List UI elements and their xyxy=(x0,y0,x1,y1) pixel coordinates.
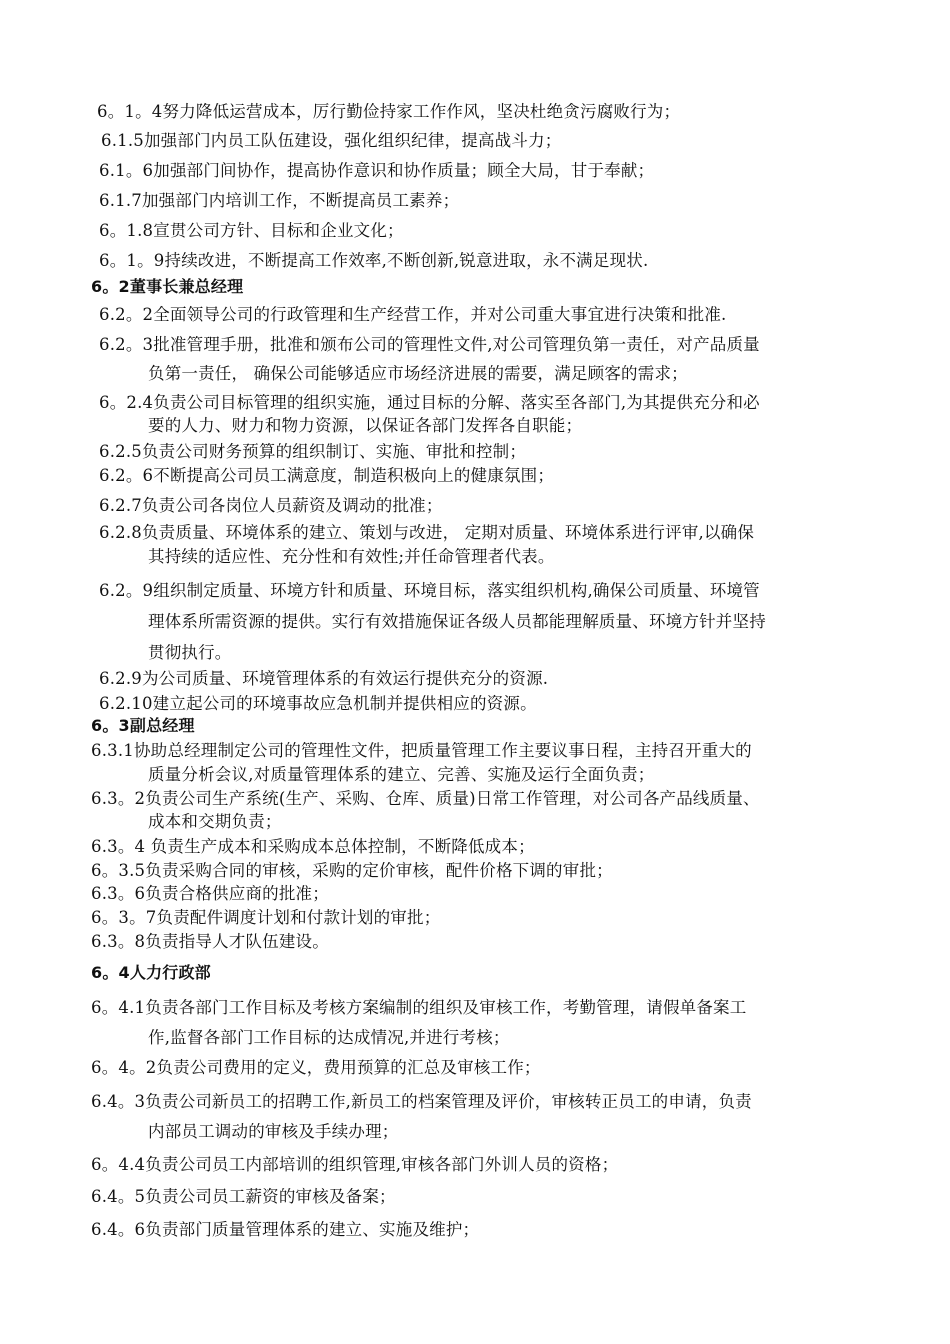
item-6-2-9-cont-1: 理体系所需资源的提供。实行有效措施保证各级人员都能理解质量、环境方针并坚持 xyxy=(148,612,766,631)
item-6-2-7: 6.2.7负责公司各岗位人员薪资及调动的批准； xyxy=(99,496,443,515)
item-6-2-4: 6。2.4负责公司目标管理的组织实施，通过目标的分解、落实至各部门,为其提供充分和必 xyxy=(99,393,760,412)
item-6-2-9b: 6.2.9为公司质量、环境管理体系的有效运行提供充分的资源. xyxy=(99,669,549,688)
item-6-1-7: 6.1.7加强部门内培训工作，不断提高员工素养； xyxy=(99,191,460,210)
item-6-2-9: 6.2。9组织制定质量、环境方针和质量、环境目标，落实组织机构,确保公司质量、环境管 xyxy=(99,581,760,600)
item-6-4-5: 6.4。5负责公司员工薪资的审核及备案； xyxy=(91,1187,396,1206)
item-6-3-1-cont: 质量分析会议,对质量管理体系的建立、完善、实施及运行全面负责； xyxy=(148,765,655,784)
item-6-2-3-cont: 负第一责任， 确保公司能够适应市场经济进展的需要，满足顾客的需求； xyxy=(148,364,688,383)
item-6-1-4: 6。1。4努力降低运营成本，厉行勤俭持家工作作风，坚决杜绝贪污腐败行为； xyxy=(97,102,681,121)
item-6-3-2-cont: 成本和交期负责； xyxy=(148,812,282,831)
item-6-3-6: 6.3。6负责合格供应商的批准； xyxy=(91,884,329,903)
item-6-4-1: 6。4.1负责各部门工作目标及考核方案编制的组织及审核工作，考勤管理，请假单备案工 xyxy=(91,998,747,1017)
section-heading-6-4: 6。4人力行政部 xyxy=(91,963,211,982)
item-6-2-4-cont: 要的人力、财力和物力资源，以保证各部门发挥各自职能； xyxy=(148,416,583,435)
item-6-1-6: 6.1。6加强部门间协作，提高协作意识和协作质量；顾全大局，甘于奉献； xyxy=(99,161,655,180)
item-6-4-2: 6。4。2负责公司费用的定义，费用预算的汇总及审核工作； xyxy=(91,1058,541,1077)
item-6-4-4: 6。4.4负责公司员工内部培训的组织管理,审核各部门外训人员的资格； xyxy=(91,1155,619,1174)
item-6-2-8-cont: 其持续的适应性、充分性和有效性;并任命管理者代表。 xyxy=(148,547,555,566)
item-6-3-5: 6。3.5负责采购合同的审核，采购的定价审核，配件价格下调的审批； xyxy=(91,861,613,880)
item-6-3-8: 6.3。8负责指导人才队伍建设。 xyxy=(91,932,329,951)
item-6-4-3-cont: 内部员工调动的审核及手续办理； xyxy=(148,1122,399,1141)
item-6-1-9: 6。1。9持续改进，不断提高工作效率,不断创新,锐意进取，永不满足现状. xyxy=(99,251,649,270)
item-6-2-6: 6.2。6不断提高公司员工满意度，制造积极向上的健康氛围； xyxy=(99,466,555,485)
section-heading-6-3: 6。3副总经理 xyxy=(91,716,195,735)
item-6-2-9-cont-2: 贯彻执行。 xyxy=(148,643,232,662)
item-6-4-6: 6.4。6负责部门质量管理体系的建立、实施及维护； xyxy=(91,1220,480,1239)
item-6-3-7: 6。3。7负责配件调度计划和付款计划的审批； xyxy=(91,908,441,927)
item-6-2-3: 6.2。3批准管理手册，批准和颁布公司的管理性文件,对公司管理负第一责任，对产品质量 xyxy=(99,335,760,354)
item-6-2-5: 6.2.5负责公司财务预算的组织制订、实施、审批和控制； xyxy=(99,442,527,461)
item-6-1-5: 6.1.5加强部门内员工队伍建设，强化组织纪律，提高战斗力； xyxy=(101,131,562,150)
item-6-3-1: 6.3.1协助总经理制定公司的管理性文件，把质量管理工作主要议事日程，主持召开重大的 xyxy=(91,741,752,760)
item-6-3-4: 6.3。4 负责生产成本和采购成本总体控制，不断降低成本； xyxy=(91,837,535,856)
section-heading-6-2: 6。2董事长兼总经理 xyxy=(91,277,244,296)
item-6-2-2: 6.2。2全面领导公司的行政管理和生产经营工作，并对公司重大事宜进行决策和批准. xyxy=(99,305,727,324)
item-6-1-8: 6。1.8宣贯公司方针、目标和企业文化； xyxy=(99,221,404,240)
item-6-2-10: 6.2.10建立起公司的环境事故应急机制并提供相应的资源。 xyxy=(99,694,537,713)
item-6-4-1-cont: 作,监督各部门工作目标的达成情况,并进行考核； xyxy=(148,1028,510,1047)
item-6-4-3: 6.4。3负责公司新员工的招聘工作,新员工的档案管理及评价，审核转正员工的申请，负责 xyxy=(91,1092,752,1111)
item-6-2-8: 6.2.8负责质量、环境体系的建立、策划与改进， 定期对质量、环境体系进行评审,以确保 xyxy=(99,523,755,542)
item-6-3-2: 6.3。2负责公司生产系统(生产、采购、仓库、质量)日常工作管理，对公司各产品线质量、 xyxy=(91,789,760,808)
